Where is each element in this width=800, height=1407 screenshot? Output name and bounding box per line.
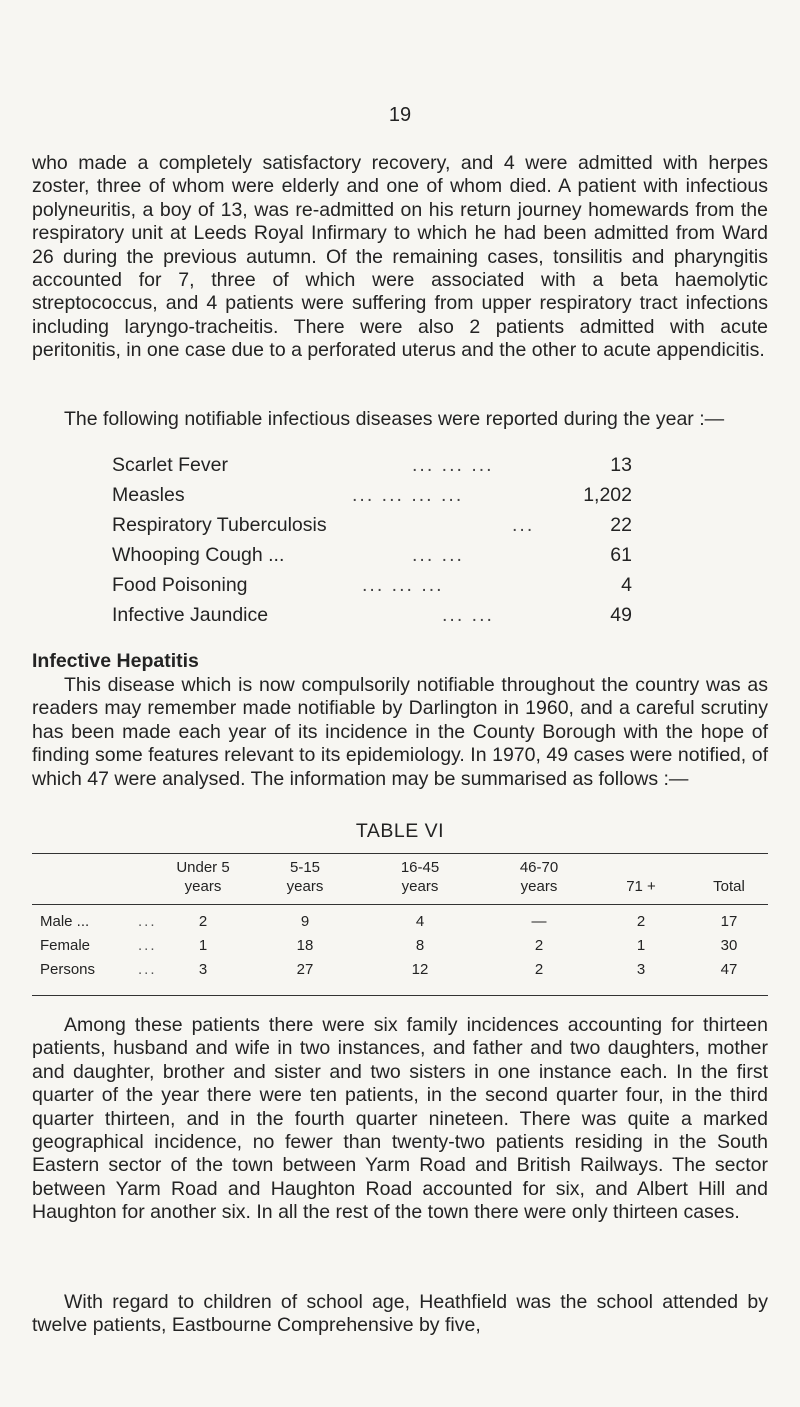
disease-name: Infective Jaundice [112,604,269,626]
disease-name: Food Poisoning [112,574,248,596]
list-item [112,510,632,540]
disease-name: Respiratory Tuberculosis [112,514,327,536]
disease-count: 13 [610,454,632,476]
table-cell: 3 [636,961,646,978]
leader-dots: ... [138,961,157,978]
disease-count: 49 [610,604,632,626]
table-cell: 9 [300,913,310,930]
table-cell: 1 [198,937,208,954]
table-cell: 1 [636,937,646,954]
disease-name: Scarlet Fever [112,454,228,476]
list-item [112,570,632,600]
list-item [112,450,632,480]
leader-dots: ... ... [412,544,464,566]
column-header: Total [713,878,745,895]
leader-dots: ... ... ... ... [352,484,464,506]
table-row [32,934,768,958]
row-label: Male ... [40,913,90,930]
table-row [32,958,768,982]
paragraph-family-incidence: Among these patients there were six family incidences accounting for thirteen patients, husband and wife in two instances, and father and two daughters, mother and daughter, brother and sister and two sisters in one instance each. In the first quarter of the year there were ten patients, in the second quarter four, in the third quarter thirteen, and in the fourth quarter nineteen. There was quite a marked geographical incidence, no fewer than twenty-two patients residing in the South Eastern sector of the town between Yarm Road and British Railways. The sector between Yarm Road and Haughton Road accounted for six, and Albert Hill and Haughton for another six. In all the rest of the town there were only thirteen cases. [32,1014,768,1224]
table-cell: — [531,913,547,930]
list-item [112,600,632,630]
disease-count: 4 [621,574,632,596]
table-cell: 4 [415,913,425,930]
paragraph-hepatitis: This disease which is now compulsorily notifiable throughout the country was as readers may remember made notifiable by Darlington in 1960, and a careful scrutiny has been made each year of its incidence in the County Borough with the hope of finding some features relevant to its epidemiology. In 1970, 49 cases were notified, of which 47 were analysed. The information may be summarised as follows :— [32,674,768,790]
disease-name: Measles [112,484,185,506]
column-header: 16-45 years [400,859,440,895]
leader-dots: ... ... [442,604,494,626]
table-title: TABLE VI [355,820,445,842]
table-bottom-rule [32,995,768,996]
row-label: Persons [40,961,96,978]
table-cell: 18 [296,937,314,954]
column-header: 5-15 years [286,859,324,895]
table-header-rule [32,904,768,905]
table-cell: 2 [534,937,544,954]
paragraph-intro: who made a completely satisfactory recovery, and 4 were admitted with herpes zoster, three of whom were elderly and one of whom died. A patient with infectious polyneuritis, a boy of 13, was re-admitted on his return journey homewards from the respiratory unit at Leeds Royal Infirmary to which he had been admitted from Ward 26 during the previous autumn. Of the remaining cases, tonsilitis and pharyngitis accounted for 7, three of which were associated with a beta haemolytic streptococcus, and 4 patients were suffering from upper respiratory tract infections including laryngo-tracheitis. There were also 2 patients admitted with acute peritonitis, in one case due to a perforated uterus and the other to acute appendicitis. [32,152,768,362]
table-cell: 27 [296,961,314,978]
table-cell: 17 [720,913,738,930]
paragraph-notifiable-diseases: The following notifiable infectious diseases were reported during the year :— [64,408,725,430]
disease-count: 1,202 [583,484,632,506]
table-cell: 2 [534,961,544,978]
paragraph-school-age: With regard to children of school age, Heathfield was the school attended by twelve patients, Eastbourne Comprehensive by five, [32,1291,768,1337]
table-cell: 2 [198,913,208,930]
table-cell: 2 [636,913,646,930]
table-cell: 47 [720,961,738,978]
leader-dots: ... [138,937,157,954]
disease-name: Whooping Cough ... [112,544,285,566]
table-cell: 3 [198,961,208,978]
leader-dots: ... [138,913,157,930]
leader-dots: ... ... ... [362,574,444,596]
disease-list [112,450,632,630]
table-cell: 30 [720,937,738,954]
page-number: 19 [388,104,412,126]
disease-count: 22 [610,514,632,536]
table-row [32,910,768,934]
leader-dots: ... [512,514,535,536]
column-header: 46-70 years [519,859,559,895]
table-cell: 12 [411,961,429,978]
column-header: Under 5 years [176,859,230,895]
list-item [112,480,632,510]
table-top-rule [32,853,768,854]
leader-dots: ... ... ... [412,454,494,476]
table-cell: 8 [415,937,425,954]
section-heading: Infective Hepatitis [32,650,199,672]
column-header: 71 + [626,878,656,895]
disease-count: 61 [610,544,632,566]
list-item [112,540,632,570]
row-label: Female [40,937,91,954]
